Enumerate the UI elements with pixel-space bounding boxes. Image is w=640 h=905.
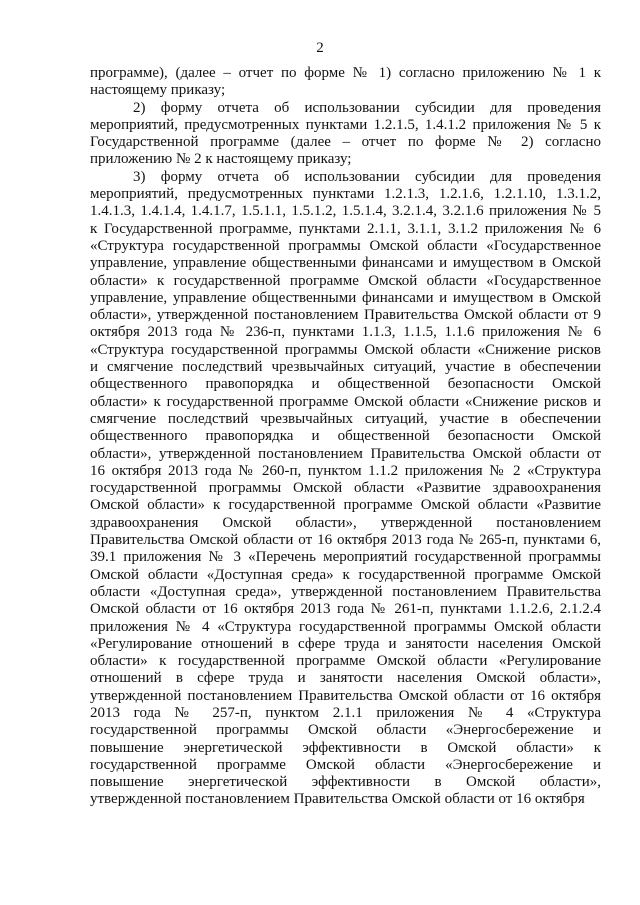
text-line: утвержденной постановлением Правительства Омской области от 16 октября bbox=[90, 791, 585, 808]
text-line: управление, управление общественными финансами и имуществом в Омской bbox=[90, 289, 601, 306]
text-line: «Регулирование отношений в сфере труда и занятости населения Омской bbox=[90, 635, 601, 652]
text-line: государственной программы Омской области «Развитие здравоохранения bbox=[90, 480, 601, 497]
text-line: области», утвержденной постановлением Правительства Омской области от bbox=[90, 445, 601, 462]
text-line: мероприятий, предусмотренных пунктами 1.2.1.5, 1.4.1.2 приложения № 5 к bbox=[90, 116, 601, 133]
text-line: повышение энергетической эффективности в Омской области» к bbox=[90, 739, 601, 756]
text-line: Правительства Омской области от 16 октября 2013 года № 265-п, пунктами 6, bbox=[90, 532, 601, 549]
text-line: 16 октября 2013 года № 260-п, пунктом 1.1.2 приложения № 2 «Структура bbox=[90, 462, 601, 479]
text-line: и смягчение последствий чрезвычайных ситуаций, участие в обеспечении bbox=[90, 359, 601, 376]
text-line: повышение энергетической эффективности в Омской области», bbox=[90, 774, 601, 791]
text-line: Омской области» к государственной программе Омской области «Развитие bbox=[90, 497, 601, 514]
text-line: приложению № 2 к настоящему приказу; bbox=[90, 151, 352, 168]
text-line: общественного правопорядка и общественной безопасности Омской bbox=[90, 376, 601, 393]
text-line: области» к государственной программе Омской области «Снижение рисков и bbox=[90, 393, 601, 410]
text-line: государственной программы Омской области «Энергосбережение и bbox=[90, 722, 601, 739]
text-line: 1.4.1.3, 1.4.1.4, 1.4.1.7, 1.5.1.1, 1.5.1.2, 1.5.1.4, 3.2.1.4, 3.2.1.6 приложения № 5 bbox=[90, 203, 601, 220]
text-line: «Структура государственной программы Омской области «Снижение рисков bbox=[90, 341, 601, 358]
text-line: Омской области от 16 октября 2013 года № 261-п, пунктами 1.1.2.6, 2.1.2.4 bbox=[90, 601, 601, 618]
text-line: общественного правопорядка и общественной безопасности Омской bbox=[90, 428, 601, 445]
text-line: приложения № 4 «Структура государственной программы Омской области bbox=[90, 618, 601, 635]
text-line: Государственной программе (далее – отчет по форме № 2) согласно bbox=[90, 134, 601, 151]
text-line: «Структура государственной программы Омской области «Государственное bbox=[90, 237, 601, 254]
text-line: здравоохранения Омской области», утвержденной постановлением bbox=[90, 514, 601, 531]
text-line: настоящему приказу; bbox=[90, 82, 226, 99]
text-line: области» к государственной программе Омской области «Государственное bbox=[90, 272, 601, 289]
text-line: октября 2013 года № 236-п, пунктами 1.1.3, 1.1.5, 1.1.6 приложения № 6 bbox=[90, 324, 601, 341]
text-line: мероприятий, предусмотренных пунктами 1.2.1.3, 1.2.1.6, 1.2.1.10, 1.3.1.2, bbox=[90, 186, 601, 203]
text-line: 3) форму отчета об использовании субсидии для проведения bbox=[133, 168, 601, 185]
text-line: области «Доступная среда», утвержденной постановлением Правительства bbox=[90, 583, 601, 600]
text-line: отношений в сфере труда и занятости населения Омской области», bbox=[90, 670, 601, 687]
text-line: программе), (далее – отчет по форме № 1) согласно приложению № 1 к bbox=[90, 65, 601, 81]
text-line: Омской области «Доступная среда» к государственной программе Омской bbox=[90, 566, 601, 583]
text-line: утвержденной постановлением Правительства Омской области от 16 октября bbox=[90, 687, 601, 704]
text-line: области» к государственной программе Омской области «Регулирование bbox=[90, 653, 601, 670]
text-line: к Государственной программе, пунктами 2.1.1, 3.1.1, 3.1.2 приложения № 6 bbox=[90, 220, 601, 237]
text-line: 2) форму отчета об использовании субсидии для проведения bbox=[133, 99, 601, 116]
text-line: государственной программе Омской области «Энергосбережение и bbox=[90, 756, 601, 773]
document-body-text bbox=[90, 65, 601, 809]
page-number: 2 bbox=[316, 40, 324, 56]
text-line: 39.1 приложения № 3 «Перечень мероприятий государственной программы bbox=[90, 549, 601, 566]
text-line: смягчение последствий чрезвычайных ситуаций, участие в обеспечении bbox=[90, 410, 601, 427]
text-line: области», утвержденной постановлением Правительства Омской области от 9 bbox=[90, 307, 601, 324]
text-line: управление, управление общественными финансами и имуществом в Омской bbox=[90, 255, 601, 272]
text-line: 2013 года № 257-п, пунктом 2.1.1 приложения № 4 «Структура bbox=[90, 704, 601, 721]
